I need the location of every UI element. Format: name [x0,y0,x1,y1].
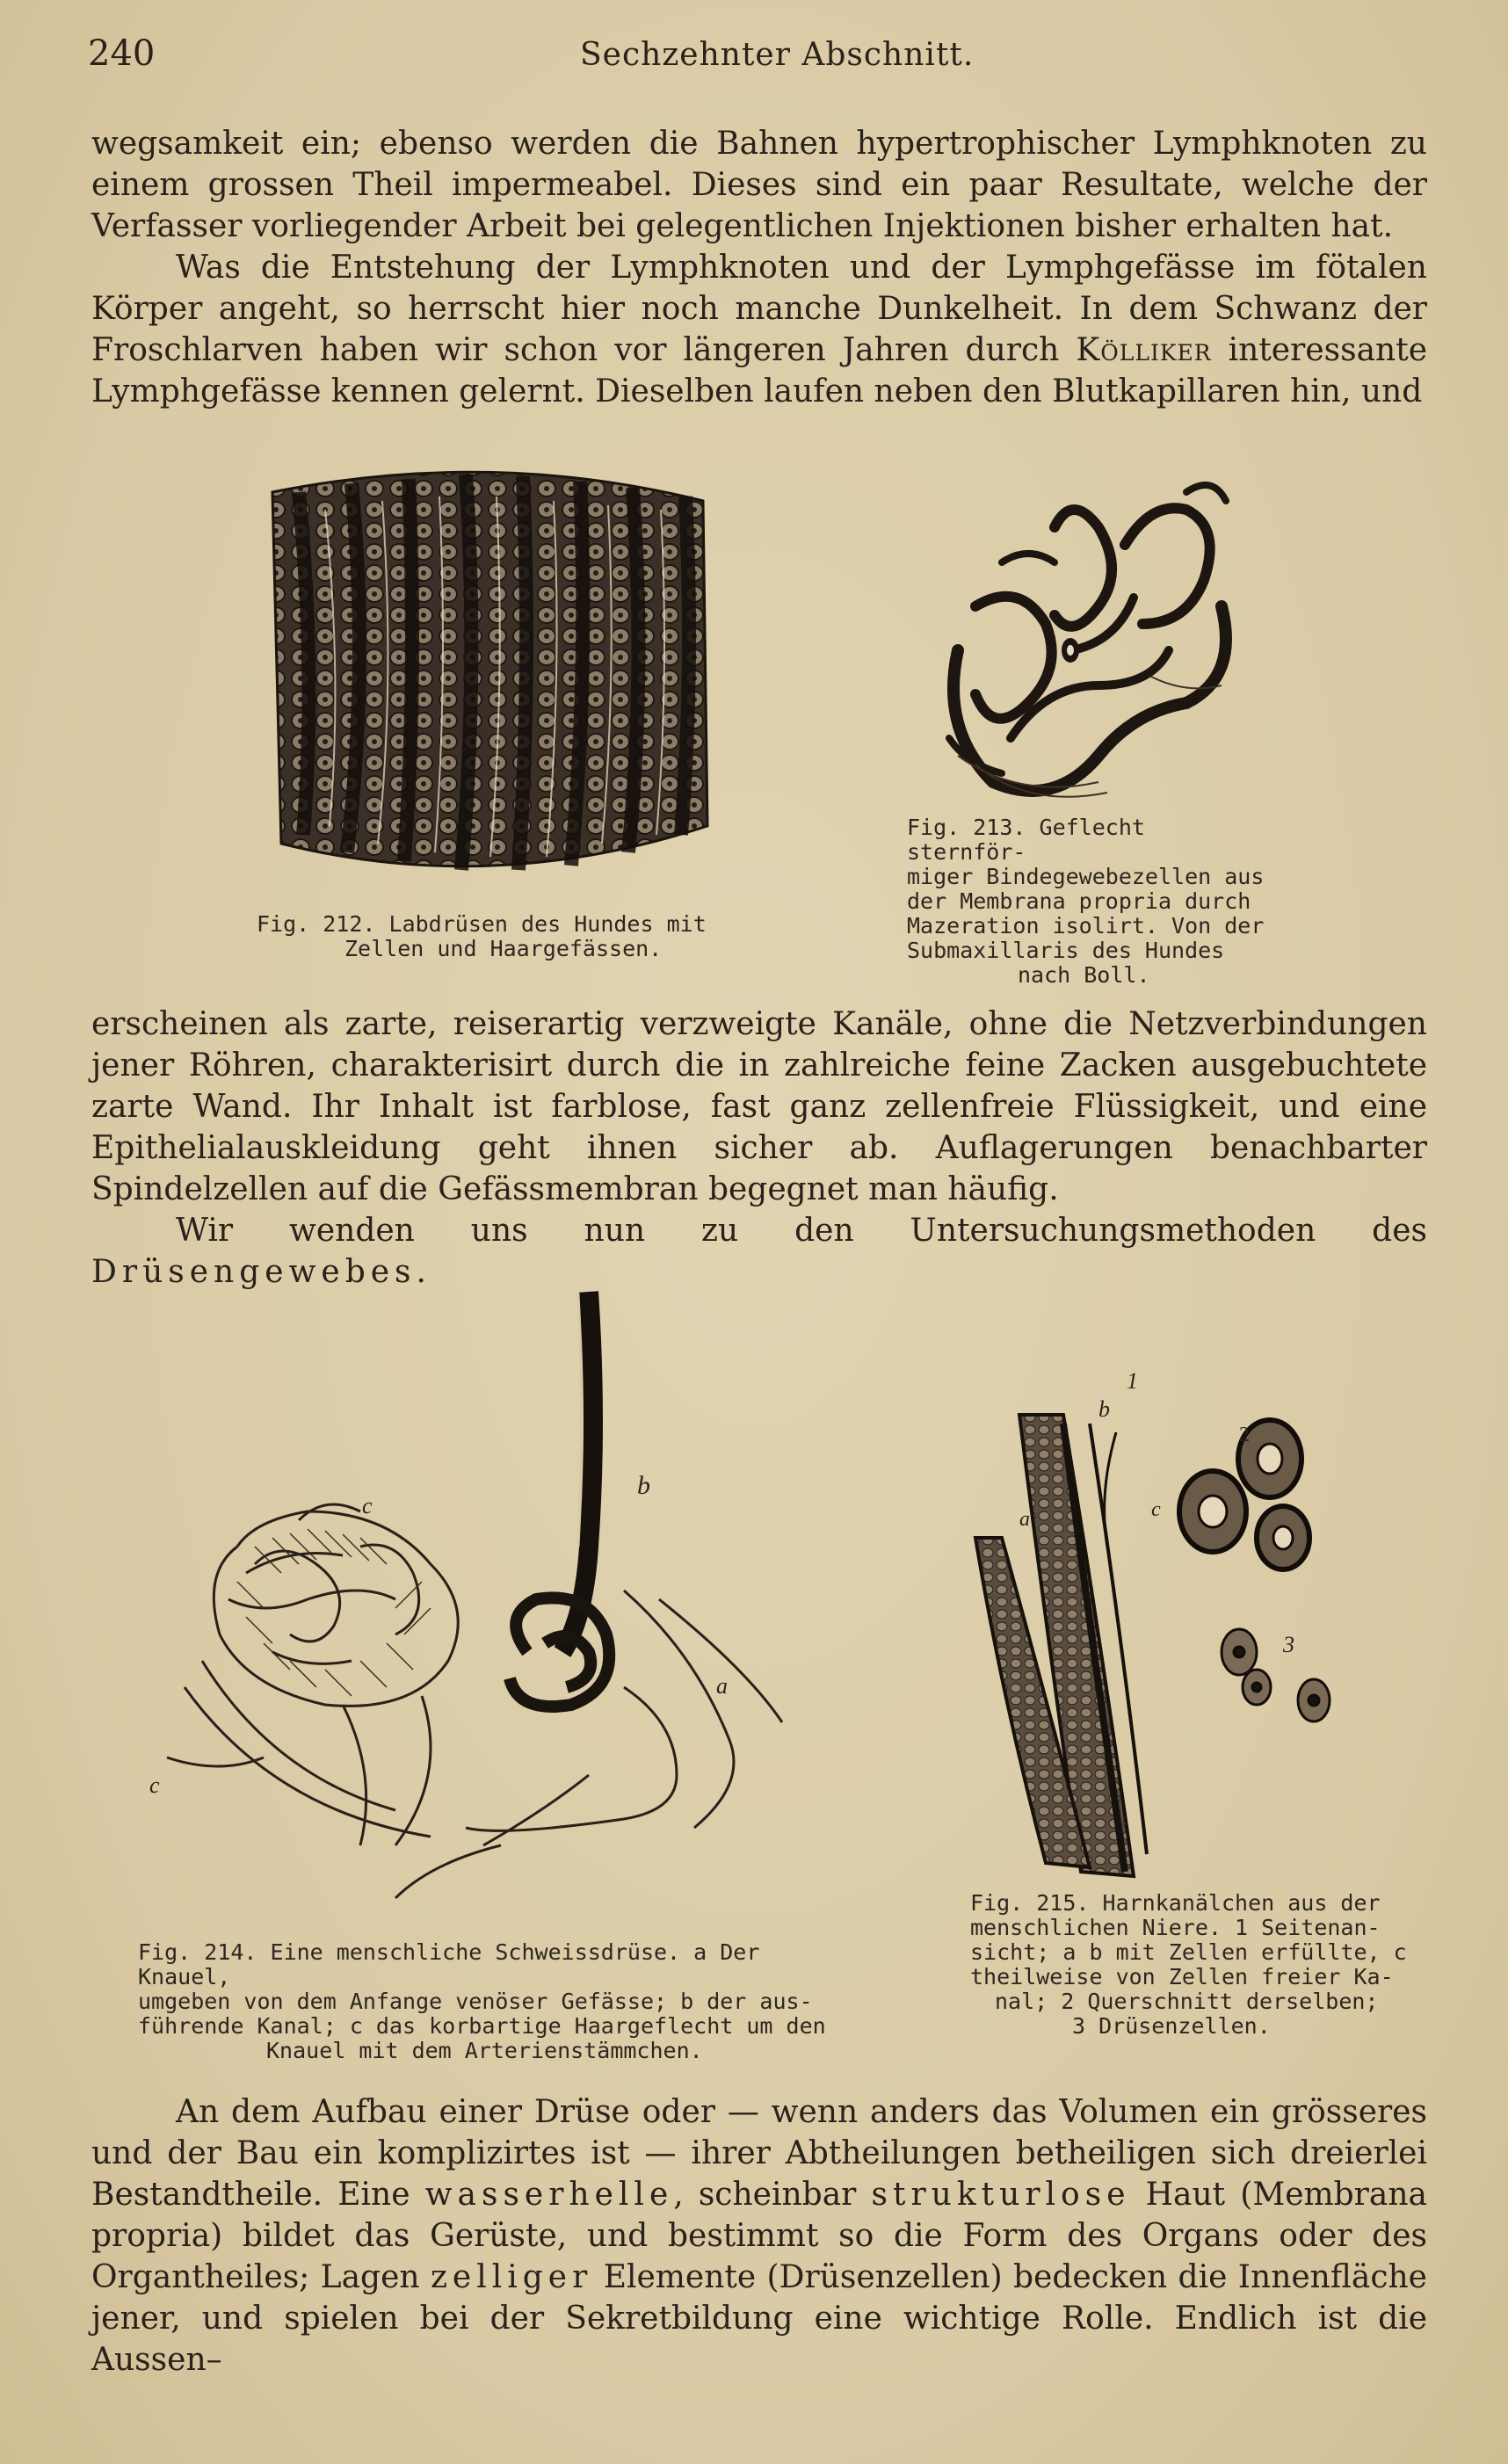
label-c-top: c [362,1493,373,1518]
author-name: Kölliker [1076,332,1212,368]
text-block-middle [91,1004,1427,1293]
text-block-top [91,123,1427,412]
label-1: 1 [1127,1368,1138,1394]
figure-215-caption: Fig. 215. Harnkanälchen aus der menschlichen Niere. 1 Seitenan- sicht; a b mit Zellen erfüllte, c theilweise von Zellen freier Ka- nal; 2 Querschnitt derselben; 3 Drüsenzellen. [970,1890,1407,2039]
paragraph-2: Was die Entstehung der Lymphknoten und der Lymphgefässe im fötalen Körper angeht, so herrscht hier noch manche Dunkelheit. In dem Schwanz der Froschlarven haben wir schon vor längeren Jahren durch Kölliker interessante Lymphgefässe kennen gelernt. Dieselben laufen neben den Blutkapillaren hin, und [91,250,1427,409]
label-c-left: c [149,1772,160,1798]
label-b: b [637,1471,650,1500]
spaced-term-wasserhelle: wasserhelle [424,2177,674,2213]
figure-214-caption: Fig. 214. Eine menschliche Schweissdrüse. a Der Knauel, umgeben von dem Anfange venöser Gefässe; b der aus- führende Kanal; c das korbartige Haargeflecht um den Knauel mit dem Arterienstämmchen. [138,1939,826,2063]
label-b-215: b [1098,1396,1110,1422]
figure-212 [264,457,721,896]
figure-213 [923,475,1248,808]
page-header [88,33,1424,86]
label-2: 2 [1239,1424,1250,1446]
page-number: 240 [88,33,156,74]
label-a: a [716,1673,728,1699]
paragraph-5: An dem Aufbau einer Drüse oder — wenn anders das Volumen ein grösseres und der Bau ein komplizirtes ist — ihrer Abtheilungen betheiligen sich dreierlei Bestandtheile. Eine wasserhelle, scheinbar strukturlose Haut (Membrana propria) bildet das Gerüste, und bestimmt so die Form des Organs oder des Organtheiles; Lagen zelliger Elemente (Drüsenzellen) bedecken die Innenfläche jener, und spielen bei der Sekretbildung eine wichtige Rolle. Endlich ist die Aussen– [91,2094,1427,2378]
spaced-term-zelliger: zelliger [430,2259,593,2295]
spaced-term-druesengewebes: Drüsengewebes [91,1254,417,1290]
paragraph-1: wegsamkeit ein; ebenso werden die Bahnen hypertrophischer Lymphknoten zu einem grossen Theil impermeabel. Dieses sind ein paar Resultate, welche der Verfasser vorliegender Arbeit bei gelegentlichen Injektionen bisher erhalten hat. [91,126,1427,244]
figure-215 [967,1362,1388,1881]
label-c-215: c [1151,1498,1161,1521]
label-3: 3 [1283,1632,1294,1657]
paragraph-3: erscheinen als zarte, reiserartig verzweigte Kanäle, ohne die Netzverbindungen jener Röhren, charakterisirt durch die in zahlreiche feine Zacken ausgebuchtete zarte Wand. Ihr Inhalt ist farblose, fast ganz zellenfreie Flüssigkeit, und eine Epithelialauskleidung geht ihnen sicher ab. Auflagerungen benachbarter Spindelzellen auf die Gefässmembran begegnet man häufig. [91,1006,1427,1207]
label-a-215: a [1019,1508,1030,1531]
figure-214-illustration [132,1283,835,1933]
running-title: Sechzehnter Abschnitt. [580,37,975,73]
paragraph-4: Wir wenden uns nun zu den Untersuchungsmethoden des Drüsengewebes. [91,1213,1427,1290]
figure-215-illustration [967,1362,1388,1881]
figure-213-illustration [923,475,1248,808]
figure-213-caption: Fig. 213. Geflecht sternför- miger Bindegewebezellen aus der Membrana propria durch Mazeration isolirt. Von der Submaxillaris des Hundes nach Boll. [907,815,1265,988]
figure-212-caption: Fig. 212. Labdrüsen des Hundes mit Zellen und Haargefässen. [257,911,707,961]
figure-212-illustration [264,457,721,896]
spaced-term-strukturlose: strukturlose [871,2177,1131,2213]
figure-214 [132,1283,835,1933]
text-block-bottom [91,2091,1427,2381]
